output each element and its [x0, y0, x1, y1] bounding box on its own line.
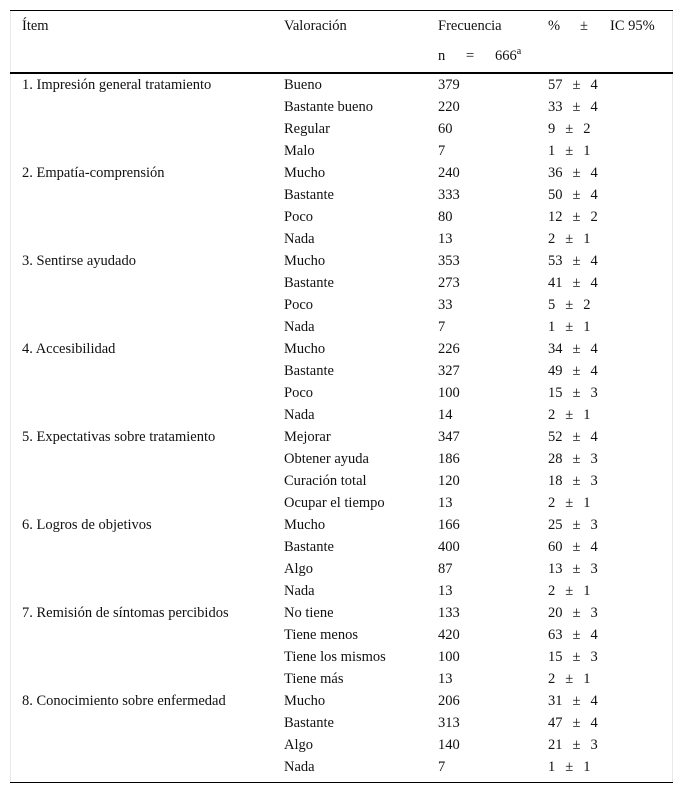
pct-ic-cell	[548, 470, 598, 492]
valoracion-cell: Poco	[284, 385, 313, 401]
item-label: 5. Expectativas sobre tratamiento	[22, 429, 216, 445]
ic-value: 2	[590, 209, 598, 225]
header-n-value: 666$^a$	[495, 46, 522, 64]
pct-ic-cell	[548, 316, 590, 338]
pct-value: 60	[548, 539, 563, 555]
pct-ic-cell	[548, 118, 590, 140]
pm-sign: ±	[565, 319, 574, 335]
pct-ic-cell	[548, 712, 598, 734]
pct-value: 21	[548, 737, 563, 753]
item-label: 4. Accesibilidad	[22, 341, 116, 357]
pct-ic-cell	[548, 602, 598, 624]
pm-sign: ±	[572, 473, 581, 489]
ic-value: 3	[590, 737, 598, 753]
frecuencia-cell: 327	[438, 363, 460, 379]
valoracion-cell: Bastante	[284, 275, 334, 291]
frecuencia-cell: 120	[438, 473, 460, 489]
pct-ic-cell	[548, 404, 590, 426]
frecuencia-cell: 379	[438, 77, 460, 93]
pm-sign: ±	[565, 231, 574, 247]
pct-value: 9	[548, 121, 556, 137]
pct-ic-cell	[548, 426, 598, 448]
pct-value: 20	[548, 605, 563, 621]
frecuencia-cell: 420	[438, 627, 460, 643]
pct-ic-cell	[548, 756, 590, 778]
header-ic: IC 95%	[610, 18, 655, 34]
pct-value: 25	[548, 517, 563, 533]
pct-ic-cell	[548, 558, 598, 580]
valoracion-cell: Tiene menos	[284, 627, 358, 643]
pct-ic-cell	[548, 536, 598, 558]
ic-value: 4	[590, 275, 598, 291]
pm-sign: ±	[572, 275, 581, 291]
frecuencia-cell: 14	[438, 407, 453, 423]
ic-value: 1	[583, 407, 591, 423]
pm-sign: ±	[572, 649, 581, 665]
pm-sign: ±	[572, 165, 581, 181]
pm-sign: ±	[565, 495, 574, 511]
item-label: 1. Impresión general tratamiento	[22, 77, 212, 93]
header-n-label: n	[438, 48, 446, 64]
ic-value: 4	[590, 77, 598, 93]
valoracion-cell: Curación total	[284, 473, 367, 489]
header-item: Ítem	[22, 18, 49, 34]
ic-value: 3	[590, 561, 598, 577]
frecuencia-cell: 400	[438, 539, 460, 555]
pct-ic-cell	[548, 74, 598, 96]
pct-ic-cell	[548, 338, 598, 360]
pct-value: 49	[548, 363, 563, 379]
pm-sign: ±	[565, 583, 574, 599]
pct-value: 34	[548, 341, 563, 357]
ic-value: 1	[583, 495, 591, 511]
pct-ic-cell	[548, 228, 590, 250]
pm-sign: ±	[565, 759, 574, 775]
pct-ic-cell	[548, 382, 598, 404]
pct-ic-cell	[548, 624, 598, 646]
pct-value: 2	[548, 231, 556, 247]
pct-value: 1	[548, 759, 556, 775]
valoracion-cell: Mucho	[284, 517, 326, 533]
ic-value: 1	[583, 759, 591, 775]
pm-sign: ±	[572, 187, 581, 203]
pct-value: 2	[548, 495, 556, 511]
pct-ic-cell	[548, 206, 598, 228]
pm-sign: ±	[565, 671, 574, 687]
frecuencia-cell: 13	[438, 671, 453, 687]
valoracion-cell: Nada	[284, 583, 315, 599]
header-n-eq: =	[466, 48, 475, 64]
pct-value: 2	[548, 407, 556, 423]
ic-value: 4	[590, 99, 598, 115]
pct-value: 13	[548, 561, 563, 577]
frecuencia-cell: 273	[438, 275, 460, 291]
pm-sign: ±	[565, 143, 574, 159]
pct-ic-cell	[548, 514, 598, 536]
ic-value: 4	[590, 693, 598, 709]
header-valoracion: Valoración	[284, 18, 347, 34]
valoracion-cell: Nada	[284, 759, 315, 775]
pct-ic-cell	[548, 646, 598, 668]
valoracion-cell: Tiene los mismos	[284, 649, 386, 665]
pct-value: 47	[548, 715, 563, 731]
ic-value: 4	[590, 627, 598, 643]
frecuencia-cell: 13	[438, 583, 453, 599]
valoracion-cell: Ocupar el tiempo	[284, 495, 385, 511]
bottom-rule	[10, 782, 673, 783]
pct-ic-cell	[548, 294, 590, 316]
frecuencia-cell: 133	[438, 605, 460, 621]
pct-value: 2	[548, 583, 556, 599]
pm-sign: ±	[572, 99, 581, 115]
pm-sign: ±	[572, 77, 581, 93]
pm-sign: ±	[565, 407, 574, 423]
ic-value: 1	[583, 231, 591, 247]
frecuencia-cell: 220	[438, 99, 460, 115]
frecuencia-cell: 13	[438, 495, 453, 511]
valoracion-cell: Regular	[284, 121, 330, 137]
pct-value: 15	[548, 385, 563, 401]
pct-value: 15	[548, 649, 563, 665]
valoracion-cell: Bastante bueno	[284, 99, 373, 115]
valoracion-cell: Poco	[284, 209, 313, 225]
pct-ic-cell	[548, 250, 598, 272]
pm-sign: ±	[572, 451, 581, 467]
pct-value: 12	[548, 209, 563, 225]
pm-sign: ±	[572, 341, 581, 357]
ic-value: 4	[590, 341, 598, 357]
frecuencia-cell: 60	[438, 121, 453, 137]
frecuencia-cell: 140	[438, 737, 460, 753]
ic-value: 3	[590, 385, 598, 401]
ic-value: 1	[583, 143, 591, 159]
ic-value: 3	[590, 649, 598, 665]
frecuencia-cell: 333	[438, 187, 460, 203]
frecuencia-cell: 80	[438, 209, 453, 225]
pm-sign: ±	[572, 605, 581, 621]
ic-value: 4	[590, 429, 598, 445]
header-pm: ±	[580, 18, 588, 34]
frecuencia-cell: 13	[438, 231, 453, 247]
ic-value: 3	[590, 473, 598, 489]
valoracion-cell: Bastante	[284, 363, 334, 379]
frecuencia-cell: 186	[438, 451, 460, 467]
valoracion-cell: Tiene más	[284, 671, 344, 687]
item-label: 2. Empatía-comprensión	[22, 165, 165, 181]
header-frecuencia: Frecuencia	[438, 18, 502, 34]
pct-value: 28	[548, 451, 563, 467]
pct-value: 63	[548, 627, 563, 643]
pct-ic-cell	[548, 734, 598, 756]
pct-ic-cell	[548, 96, 598, 118]
pct-ic-cell	[548, 668, 590, 690]
pm-sign: ±	[572, 627, 581, 643]
valoracion-cell: Mucho	[284, 341, 326, 357]
ic-value: 2	[583, 297, 591, 313]
valoracion-cell: Mucho	[284, 253, 326, 269]
pct-value: 41	[548, 275, 563, 291]
frecuencia-cell: 100	[438, 385, 460, 401]
pct-ic-cell	[548, 184, 598, 206]
pct-value: 31	[548, 693, 563, 709]
pm-sign: ±	[572, 385, 581, 401]
frecuencia-cell: 33	[438, 297, 453, 313]
frecuencia-cell: 313	[438, 715, 460, 731]
ic-value: 1	[583, 319, 591, 335]
pct-value: 53	[548, 253, 563, 269]
valoracion-cell: Nada	[284, 231, 315, 247]
frecuencia-cell: 353	[438, 253, 460, 269]
pct-ic-cell	[548, 162, 598, 184]
ic-value: 4	[590, 715, 598, 731]
pm-sign: ±	[572, 715, 581, 731]
pm-sign: ±	[572, 363, 581, 379]
pm-sign: ±	[572, 561, 581, 577]
frecuencia-cell: 7	[438, 143, 446, 159]
pm-sign: ±	[572, 737, 581, 753]
valoracion-cell: Nada	[284, 319, 315, 335]
ic-value: 4	[590, 363, 598, 379]
pct-value: 5	[548, 297, 556, 313]
pm-sign: ±	[565, 121, 574, 137]
ic-value: 4	[590, 187, 598, 203]
pm-sign: ±	[565, 297, 574, 313]
frecuencia-cell: 7	[438, 319, 446, 335]
pct-value: 18	[548, 473, 563, 489]
ic-value: 2	[583, 121, 591, 137]
frecuencia-cell: 7	[438, 759, 446, 775]
pct-value: 1	[548, 143, 556, 159]
pm-sign: ±	[572, 209, 581, 225]
pct-ic-cell	[548, 690, 598, 712]
frecuencia-cell: 347	[438, 429, 460, 445]
valoracion-cell: Algo	[284, 561, 313, 577]
header-n-footnote: a	[516, 46, 522, 57]
pct-value: 50	[548, 187, 563, 203]
pct-value: 33	[548, 99, 563, 115]
pm-sign: ±	[572, 693, 581, 709]
item-label: 3. Sentirse ayudado	[22, 253, 136, 269]
frecuencia-cell: 100	[438, 649, 460, 665]
valoracion-cell: Bastante	[284, 187, 334, 203]
pct-value: 2	[548, 671, 556, 687]
valoracion-cell: Bastante	[284, 715, 334, 731]
ic-value: 3	[590, 605, 598, 621]
valoracion-cell: Poco	[284, 297, 313, 313]
pm-sign: ±	[572, 539, 581, 555]
pct-ic-cell	[548, 272, 598, 294]
valoracion-cell: Nada	[284, 407, 315, 423]
pct-ic-cell	[548, 140, 590, 162]
ic-value: 1	[583, 583, 591, 599]
header-pct: %	[548, 18, 561, 34]
ic-value: 4	[590, 539, 598, 555]
item-label: 6. Logros de objetivos	[22, 517, 152, 533]
pct-ic-cell	[548, 492, 590, 514]
valoracion-cell: Algo	[284, 737, 313, 753]
valoracion-cell: Mucho	[284, 165, 326, 181]
pm-sign: ±	[572, 429, 581, 445]
pct-value: 36	[548, 165, 563, 181]
pm-sign: ±	[572, 517, 581, 533]
item-label: 8. Conocimiento sobre enfermedad	[22, 693, 226, 709]
ic-value: 3	[590, 517, 598, 533]
frecuencia-cell: 87	[438, 561, 453, 577]
item-label: 7. Remisión de síntomas percibidos	[22, 605, 229, 621]
ic-value: 4	[590, 253, 598, 269]
pct-value: 1	[548, 319, 556, 335]
frecuencia-cell: 206	[438, 693, 460, 709]
pct-ic-cell	[548, 448, 598, 470]
ic-value: 4	[590, 165, 598, 181]
pct-value: 57	[548, 77, 563, 93]
valoracion-cell: Malo	[284, 143, 315, 159]
frecuencia-cell: 166	[438, 517, 460, 533]
pm-sign: ±	[572, 253, 581, 269]
valoracion-cell: Mucho	[284, 693, 326, 709]
valoracion-cell: Bastante	[284, 539, 334, 555]
pct-ic-cell	[548, 360, 598, 382]
top-rule	[10, 10, 673, 11]
valoracion-cell: Mejorar	[284, 429, 331, 445]
ic-value: 1	[583, 671, 591, 687]
pct-value: 52	[548, 429, 563, 445]
pct-ic-cell	[548, 580, 590, 602]
ic-value: 3	[590, 451, 598, 467]
valoracion-cell: No tiene	[284, 605, 334, 621]
valoracion-cell: Obtener ayuda	[284, 451, 369, 467]
frecuencia-cell: 226	[438, 341, 460, 357]
valoracion-cell: Bueno	[284, 77, 322, 93]
frecuencia-cell: 240	[438, 165, 460, 181]
